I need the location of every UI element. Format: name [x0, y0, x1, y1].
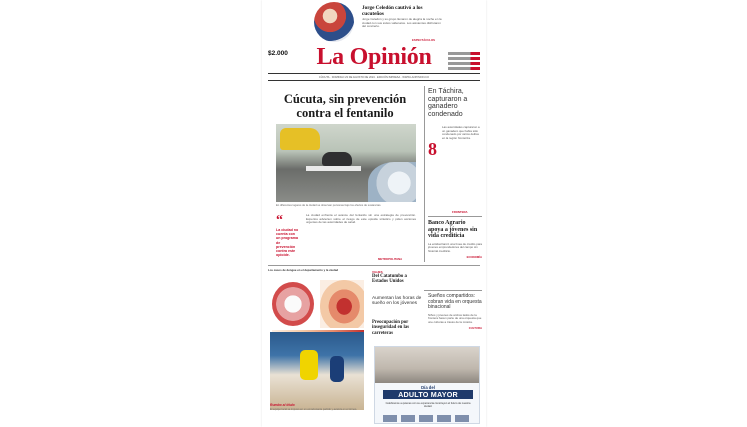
ad-photo — [375, 347, 480, 383]
sport-caption[interactable]: Rumbo al título — [270, 403, 295, 407]
teaser-title: Jorge Celedón cautivó a los cucuteños — [362, 5, 423, 17]
right-story-1-body — [442, 126, 482, 140]
middle-story-2-title: Aumentan las horas de sueño en los jóvenes — [372, 296, 422, 307]
lead-body: La ciudad enfrenta el avance del fentanilo sin una estrategia de prevención. Expertos advierten sobre el riesgo de este opioide sintético y piden acciones urgentes de las autoridades de salud. — [306, 213, 416, 225]
lead-photo — [276, 124, 416, 202]
right-story-2-text: La entidad lanzó una línea de crédito para jóvenes emprendedores del campo sin historial crediticio. — [428, 241, 482, 253]
teaser-section-link[interactable]: ESPECTÁCULOS — [412, 38, 435, 42]
pills-inset-photo — [368, 162, 416, 202]
taxi-shape — [280, 128, 320, 150]
advertisement[interactable] — [374, 346, 480, 424]
sport-photo — [270, 332, 364, 410]
divider — [428, 216, 482, 217]
teaser-photo — [314, 2, 354, 42]
divider — [424, 290, 482, 291]
right-story-1-more[interactable] — [452, 210, 482, 214]
newspaper-logo: La Opinión — [316, 44, 432, 70]
right-story-3-link[interactable]: CULTURA — [468, 326, 482, 331]
right-story-3-text: Niños y jóvenes de ambos lados de la frontera hacen parte de una orquesta que une culturas a través de la música. — [428, 312, 482, 324]
quote-mark-icon: “ — [276, 213, 283, 228]
charts-heading: Los casos de dengue en el departamento y la ciudad — [268, 268, 339, 272]
lead-headline[interactable]: Cúcuta, sin prevención contra el fentanilo — [283, 92, 407, 120]
person-shape — [322, 152, 352, 166]
right-story-3[interactable] — [428, 294, 482, 330]
dengue-map-department — [320, 280, 364, 328]
lead-section-link[interactable]: METROPOLITANA — [378, 257, 403, 261]
middle-story-2[interactable] — [372, 296, 422, 307]
middle-story-3[interactable] — [372, 320, 422, 336]
right-story-1-link[interactable]: FRONTERA — [452, 210, 468, 214]
right-story-1-number: 8 — [428, 139, 437, 159]
lead-caption: En diferentes lugares de la ciudad se observan personas bajo los efectos de sustancias. — [276, 204, 382, 207]
ad-logos — [383, 415, 473, 422]
lead-pull-quote: La ciudad no cuenta con un programa de prevención contra este opioide. — [276, 228, 299, 258]
ad-text: Celebramos a quienes con su experiencia construyen el futuro de nuestra ciudad. — [385, 402, 471, 409]
player-shape — [330, 356, 344, 382]
sport-text: El equipo local se impuso en un emocionante partido y avanza en el torneo. — [270, 408, 358, 411]
newspaper-front-page — [262, 0, 486, 427]
right-story-1[interactable] — [428, 88, 482, 118]
middle-tag: VIAJES — [372, 270, 383, 274]
ad-kicker: Día del — [421, 385, 435, 390]
section-divider — [268, 265, 480, 266]
middle-story-1[interactable] — [372, 270, 422, 285]
bench-shape — [306, 166, 361, 171]
masthead-ear — [448, 52, 480, 72]
player-shape — [300, 350, 318, 380]
right-story-2-link[interactable]: ECONOMÍA — [466, 255, 482, 260]
right-story-1-title: En Táchira, capturaron a ganadero condenado — [428, 88, 468, 118]
dateline: CÚCUTA · DOMINGO 23 DE AGOSTO DE 2024 · EDICIÓN IMPRESA · WWW.LAOPINION.CO — [268, 73, 480, 81]
middle-story-3-title: Preocupación por inseguridad en las carreteras — [372, 320, 410, 336]
right-story-3-title: Sueños compartidos: cobran vida en orquesta binacional — [428, 293, 482, 311]
right-story-1-text: Las autoridades capturaron a un ganadero que había sido condenado por varios delitos en la región fronteriza. — [442, 125, 480, 140]
right-story-2[interactable] — [428, 220, 482, 259]
dengue-map-city — [272, 282, 314, 326]
right-story-2-title: Banco Agrario apoya a jóvenes sin vida crediticia — [428, 220, 478, 240]
price-label: $2.000 — [268, 50, 288, 57]
ad-title: ADULTO MAYOR — [383, 390, 473, 399]
teaser-text: Jorge Celedón y su grupo llenaron de alegría la noche en la ciudad con sus éxitos vallenatos. Los asistentes disfrutaron del concierto. — [362, 17, 442, 29]
column-divider — [424, 86, 425, 262]
middle-story-1-title: Del Catatumbo a Estados Unidos — [372, 274, 407, 285]
